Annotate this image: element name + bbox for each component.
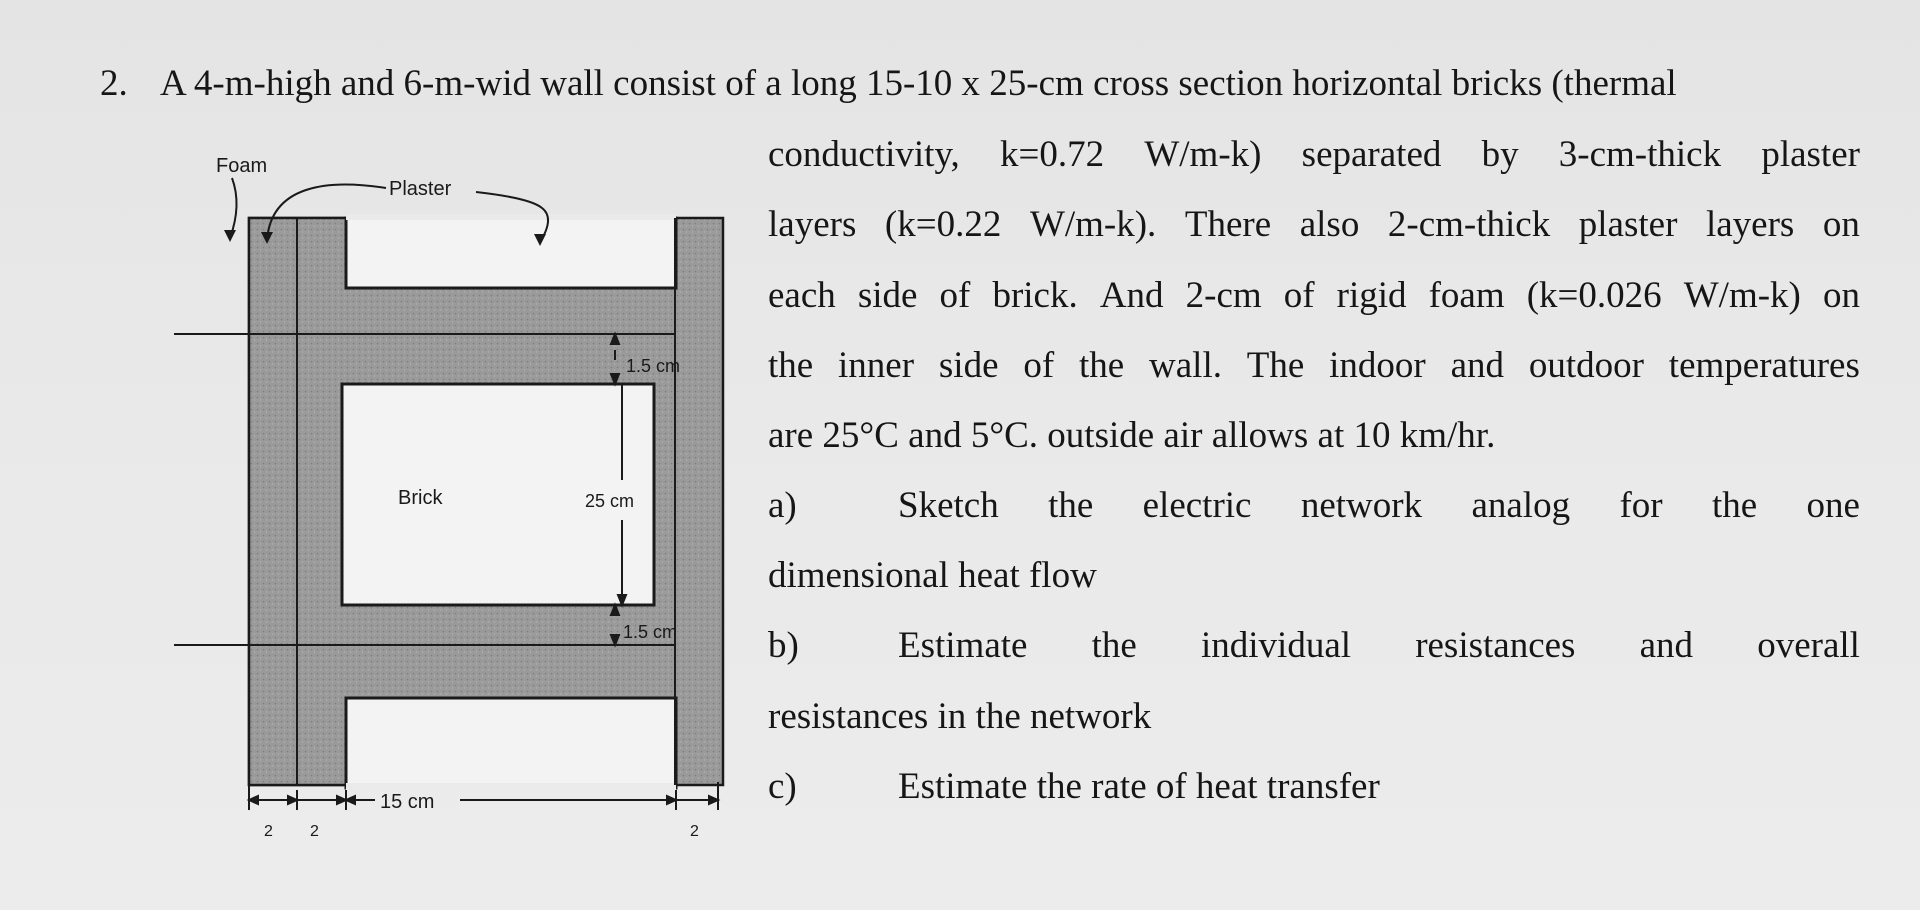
word: layers — [768, 204, 857, 245]
body-line — [768, 271, 1860, 321]
brick-bottom-open-edge — [346, 783, 676, 791]
body-line-last: are 25°C and 5°C. outside air allows at 10 km/hr. — [768, 415, 1496, 456]
word: W/m-k) — [1144, 134, 1262, 175]
word: The — [1246, 345, 1305, 386]
brick-top-open-edge — [346, 214, 676, 220]
word: of — [939, 275, 971, 316]
brick-top — [346, 218, 676, 288]
word: Estimate — [898, 625, 1028, 666]
word: layers — [1705, 204, 1795, 245]
body-line — [768, 130, 1860, 180]
word: the — [1048, 485, 1094, 526]
word: plaster — [1578, 204, 1678, 245]
word: of — [1023, 345, 1055, 386]
word: one — [1806, 485, 1860, 526]
word: the — [768, 345, 814, 386]
question-b-text — [898, 621, 1860, 671]
question-c-marker: c) — [768, 766, 797, 807]
question-b-continuation: resistances in the network — [768, 696, 1152, 737]
plaster-label: Plaster — [389, 178, 452, 200]
question-a-continuation: dimensional heat flow — [768, 555, 1097, 596]
word: temperatures — [1668, 345, 1860, 386]
word: And — [1099, 275, 1164, 316]
brick-bottom — [346, 698, 676, 788]
word: on — [1822, 275, 1860, 316]
word: and — [1639, 625, 1694, 666]
word: 3-cm-thick — [1558, 134, 1722, 175]
word: overall — [1757, 625, 1860, 666]
dim-plaster-thickness-inner: 2 — [310, 823, 319, 840]
word: plaster — [1761, 134, 1860, 175]
problem-first-line-text: A 4-m-high and 6-m-wid wall consist of a long 15-10 x 25-cm cross section horizontal bricks (thermal — [160, 63, 1677, 104]
question-b — [768, 621, 1860, 671]
word: individual — [1200, 625, 1352, 666]
word: W/m-k) — [1683, 275, 1801, 316]
dim-bottom-label: 1.5 cm — [623, 622, 678, 642]
word: also — [1299, 204, 1360, 245]
word: the — [1091, 625, 1137, 666]
word: analog — [1471, 485, 1571, 526]
word: side — [938, 345, 999, 386]
word: and — [1450, 345, 1505, 386]
question-a-marker: a) — [768, 485, 797, 526]
word: There — [1184, 204, 1272, 245]
word: for — [1619, 485, 1663, 526]
dim-top-label: 1.5 cm — [626, 356, 681, 376]
word: electric — [1142, 485, 1252, 526]
dim-mid-label: 25 cm — [585, 491, 635, 511]
dim-plaster-thickness-outer: 2 — [690, 823, 699, 840]
brick-label: Brick — [398, 487, 443, 509]
body-line — [768, 200, 1860, 250]
word: conductivity, — [768, 134, 960, 175]
question-a — [768, 481, 1860, 531]
foam-label: Foam — [216, 155, 268, 177]
word: of — [1283, 275, 1315, 316]
word: rigid — [1336, 275, 1407, 316]
word: inner — [838, 345, 915, 386]
word: by — [1481, 134, 1519, 175]
word: (k=0.22 — [884, 204, 1002, 245]
dim-foam-thickness: 2 — [264, 823, 273, 840]
word: outdoor — [1528, 345, 1644, 386]
question-b-marker: b) — [768, 625, 799, 666]
word: brick. — [992, 275, 1078, 316]
wall-cross-section-diagram — [160, 150, 740, 840]
dim-width-label: 15 cm — [380, 791, 435, 813]
word: wall. — [1149, 345, 1222, 386]
word: side — [857, 275, 918, 316]
word: the — [1711, 485, 1758, 526]
word: foam — [1428, 275, 1505, 316]
word: resistances — [1415, 625, 1576, 666]
question-a-text — [898, 481, 1860, 531]
body-line — [768, 341, 1860, 391]
problem-number: 2. — [100, 63, 128, 104]
word: 2-cm-thick — [1387, 204, 1551, 245]
word: network — [1300, 485, 1423, 526]
word: W/m-k). — [1029, 204, 1157, 245]
word: (k=0.026 — [1526, 275, 1662, 316]
word: on — [1822, 204, 1860, 245]
word: each — [768, 275, 836, 316]
word: 2-cm — [1185, 275, 1262, 316]
question-c — [768, 762, 1860, 812]
question-c-text: Estimate the rate of heat transfer — [898, 766, 1380, 807]
word: k=0.72 — [1000, 134, 1105, 175]
word: the — [1078, 345, 1125, 386]
word: Sketch — [898, 485, 999, 526]
word: separated — [1301, 134, 1442, 175]
problem-statement-first-line — [100, 58, 1890, 110]
word: indoor — [1329, 345, 1426, 386]
